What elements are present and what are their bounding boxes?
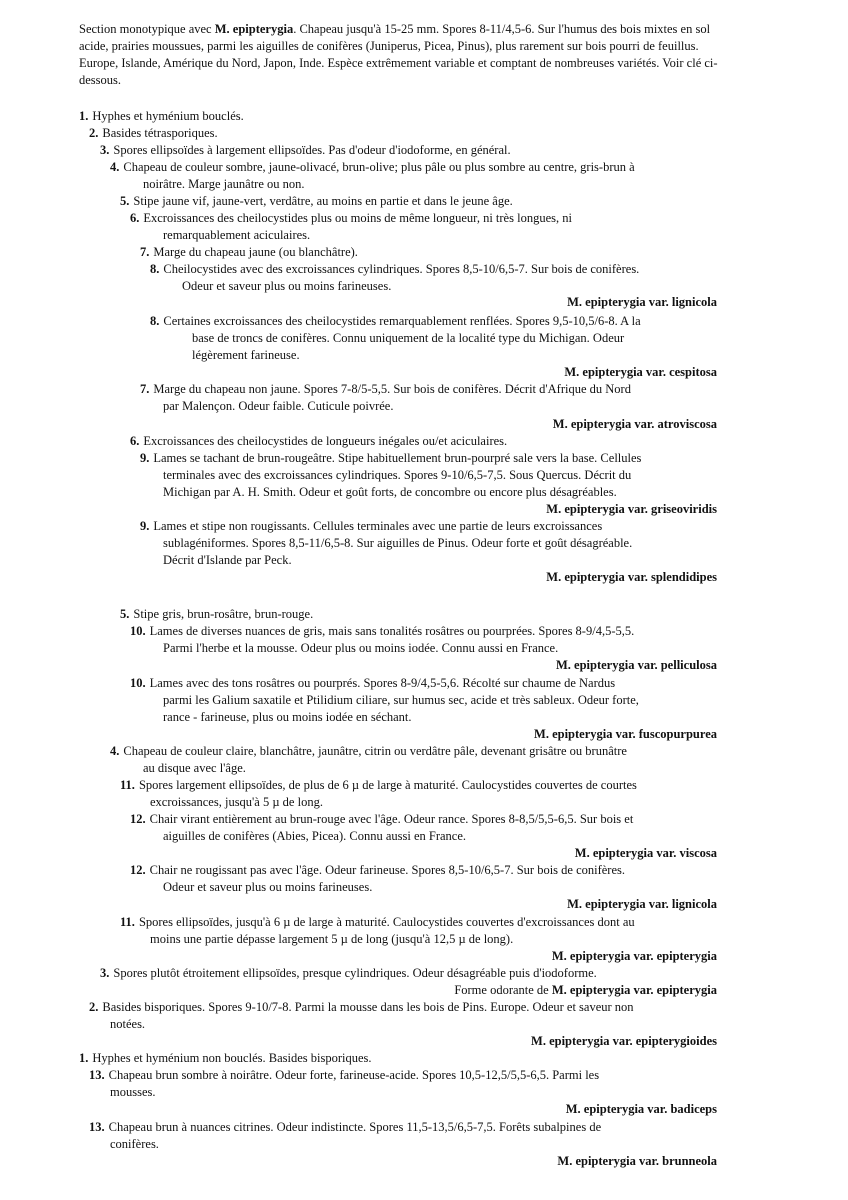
- key-text: Stipe jaune vif, jaune-vert, verdâtre, au moins en partie et dans le jeune âge.: [133, 194, 513, 208]
- key-text: Excroissances des cheilocystides plus ou moins de même longueur, ni très longues, ni: [143, 211, 572, 225]
- key-number: 1.: [79, 1051, 89, 1065]
- key-number: 11.: [120, 778, 135, 792]
- key-text-continuation: Odeur et saveur plus ou moins farineuses.: [182, 279, 392, 293]
- taxon-result-name: M. epipterygia var. splendidipes: [546, 570, 717, 584]
- key-text-continuation: conifères.: [110, 1137, 159, 1151]
- key-entry-line: [130, 210, 572, 227]
- key-text: Stipe gris, brun-rosâtre, brun-rouge.: [133, 607, 314, 621]
- key-entry-line: [150, 261, 639, 278]
- key-entry-line: [130, 811, 633, 828]
- key-entry-line: [130, 675, 615, 692]
- key-text: Basides tétrasporiques.: [102, 126, 218, 140]
- key-number: 6.: [130, 434, 140, 448]
- key-number: 2.: [89, 126, 99, 140]
- key-text-continuation: base de troncs de conifères. Connu uniquement de la localité type du Michigan. Odeur: [192, 331, 625, 345]
- key-entry-line: [140, 450, 641, 467]
- key-entry-line: [120, 914, 635, 931]
- key-number: 4.: [110, 744, 120, 758]
- key-entry-line: [130, 623, 634, 640]
- key-text: Hyphes et hyménium non bouclés. Basides bisporiques.: [92, 1051, 372, 1065]
- taxon-result-name: M. epipterygia var. atroviscosa: [552, 417, 717, 431]
- intro-species: M. epipterygia: [214, 22, 294, 36]
- key-text: Chapeau de couleur claire, blanchâtre, jaunâtre, citrin ou verdâtre pâle, devenant grisâtre ou brunâtre: [123, 744, 627, 758]
- key-entry-line: [140, 244, 358, 261]
- key-text-continuation: mousses.: [110, 1085, 156, 1099]
- key-entry-line: [140, 381, 631, 398]
- taxon-result-name: M. epipterygia var. fuscopurpurea: [534, 727, 717, 741]
- key-text: Lames et stipe non rougissants. Cellules terminales avec une partie de leurs excroissances: [153, 519, 603, 533]
- key-text-continuation: sublagéniformes. Spores 8,5-11/6,5-8. Sur aiguilles de Pinus. Odeur forte et goût désagréable.: [163, 536, 633, 550]
- taxon-result: [531, 1033, 717, 1050]
- taxon-result-name: M. epipterygia var. viscosa: [574, 846, 717, 860]
- key-text: Cheilocystides avec des excroissances cylindriques. Spores 8,5-10/6,5-7. Sur bois de conifères.: [163, 262, 640, 276]
- key-number: 12.: [130, 863, 146, 877]
- key-text-continuation: terminales avec des excroissances cylindriques. Spores 9-10/6,5-7,5. Sous Quercus. Décrit du: [163, 468, 632, 482]
- key-entry-line: [89, 125, 218, 142]
- taxon-result: [454, 982, 717, 999]
- key-entry-line: [130, 862, 625, 879]
- key-text: Spores ellipsoïdes à largement ellipsoïdes. Pas d'odeur d'iodoforme, en général.: [113, 143, 511, 157]
- key-text-continuation: moins une partie dépasse largement 5 µ de long (jusqu'à 12,5 µ de long).: [150, 932, 514, 946]
- key-entry-line: [89, 999, 634, 1016]
- key-text: Certaines excroissances des cheilocystides remarquablement renflées. Spores 9,5-10,5/6-8. A la: [163, 314, 641, 328]
- key-text-continuation: Odeur et saveur plus ou moins farineuses.: [163, 880, 373, 894]
- key-text-continuation: Parmi l'herbe et la mousse. Odeur plus ou moins iodée. Connu aussi en France.: [163, 641, 559, 655]
- key-text: Chapeau de couleur sombre, jaune-olivacé, brun-olive; plus pâle ou plus sombre au centre, gris-brun à: [123, 160, 635, 174]
- key-entry-line: [89, 1119, 601, 1136]
- taxon-result-name: M. epipterygia var. epipterygia: [551, 983, 717, 997]
- taxon-result-name: M. epipterygia var. epipterygia: [551, 949, 717, 963]
- key-text: Chair virant entièrement au brun-rouge avec l'âge. Odeur rance. Spores 8-8,5/5,5-6,5. Sur bois et: [149, 812, 634, 826]
- key-text: Hyphes et hyménium bouclés.: [92, 109, 244, 123]
- key-text: Chapeau brun à nuances citrines. Odeur indistincte. Spores 11,5-13,5/6,5-7,5. Forêts subalpines de: [108, 1120, 602, 1134]
- key-number: 11.: [120, 915, 135, 929]
- key-number: 3.: [100, 143, 110, 157]
- intro-post: . Chapeau jusqu'à 15-25 mm. Spores 8-11/4,5-6. Sur l'humus des bois mixtes en sol acide, prairies moussues, parmi les aiguilles de conifères (Juniperus, Picea, Pinus), plus rarement sur bois pourri de feuillus. Europe, Islande, Amérique du Nord, Japon, Inde. Espèce extrêmement variable et comptant de nombreuses variétés. Voir clé ci-dessous.: [79, 22, 718, 87]
- key-text-continuation: par Malençon. Odeur faible. Cuticule poivrée.: [163, 399, 394, 413]
- taxon-result: [567, 294, 717, 311]
- taxon-result-name: M. epipterygia var. lignicola: [567, 295, 717, 309]
- taxon-result-name: M. epipterygia var. brunneola: [557, 1154, 717, 1168]
- key-entry-line: [89, 1067, 599, 1084]
- key-text-continuation: remarquablement aciculaires.: [163, 228, 311, 242]
- key-entry-line: [120, 777, 637, 794]
- taxon-result: [567, 896, 717, 913]
- taxon-result: [556, 657, 717, 674]
- key-number: 7.: [140, 382, 150, 396]
- key-text-continuation: parmi les Galium saxatile et Ptilidium ciliare, sur humus sec, acide et très sableux. Odeur forte,: [163, 693, 639, 707]
- key-text: Basides bisporiques. Spores 9-10/7-8. Parmi la mousse dans les bois de Pins. Europe. Odeur et saveur non: [102, 1000, 634, 1014]
- key-entry-line: [150, 313, 641, 330]
- taxon-result: [546, 501, 717, 518]
- taxon-result: [553, 416, 717, 433]
- key-text-continuation: au disque avec l'âge.: [143, 761, 246, 775]
- key-number: 13.: [89, 1068, 105, 1082]
- taxon-result-name: M. epipterygia var. cespitosa: [564, 365, 717, 379]
- key-text: Lames avec des tons rosâtres ou pourprés. Spores 8-9/4,5-5,6. Récolté sur chaume de Nardus: [149, 676, 616, 690]
- key-number: 8.: [150, 262, 160, 276]
- key-entry-line: [100, 965, 597, 982]
- key-text: Chapeau brun sombre à noirâtre. Odeur forte, farineuse-acide. Spores 10,5-12,5/5,5-6,5. Parmi les: [108, 1068, 600, 1082]
- key-text: Marge du chapeau jaune (ou blanchâtre).: [153, 245, 358, 259]
- key-text: Spores largement ellipsoïdes, de plus de 6 µ de large à maturité. Caulocystides couvertes de courtes: [138, 778, 637, 792]
- taxon-result: [564, 364, 717, 381]
- taxon-result-name: M. epipterygia var. lignicola: [567, 897, 717, 911]
- key-text-continuation: notées.: [110, 1017, 146, 1031]
- taxon-result: [552, 948, 717, 965]
- key-entry-line: [130, 433, 507, 450]
- taxon-result-name: M. epipterygia var. badiceps: [565, 1102, 717, 1116]
- key-text-continuation: excroissances, jusqu'à 5 µ de long.: [150, 795, 323, 809]
- key-number: 9.: [140, 519, 150, 533]
- key-number: 3.: [100, 966, 110, 980]
- key-text-continuation: rance - farineuse, plus ou moins iodée en séchant.: [163, 710, 412, 724]
- key-number: 5.: [120, 194, 130, 208]
- key-entry-line: [120, 606, 313, 623]
- intro-pre: Section monotypique avec: [79, 22, 215, 36]
- taxon-result-name: M. epipterygia var. pelliculosa: [556, 658, 717, 672]
- key-text: Excroissances des cheilocystides de longueurs inégales ou/et aciculaires.: [143, 434, 508, 448]
- key-entry-line: [140, 518, 602, 535]
- key-number: 6.: [130, 211, 140, 225]
- key-entry-line: [100, 142, 511, 159]
- key-text: Spores plutôt étroitement ellipsoïdes, presque cylindriques. Odeur désagréable puis d'iodoforme.: [113, 966, 597, 980]
- key-number: 13.: [89, 1120, 105, 1134]
- key-number: 10.: [130, 624, 146, 638]
- key-text: Spores ellipsoïdes, jusqu'à 6 µ de large à maturité. Caulocystides couvertes d'excroissances dont au: [138, 915, 635, 929]
- key-entry-line: [110, 159, 635, 176]
- key-text: Lames se tachant de brun-rougeâtre. Stipe habituellement brun-pourpré sale vers la base. Cellules: [153, 451, 642, 465]
- taxon-result-name: M. epipterygia var. griseoviridis: [546, 502, 717, 516]
- taxon-result: [534, 726, 717, 743]
- key-entry-line: [79, 108, 244, 125]
- key-number: 8.: [150, 314, 160, 328]
- taxon-result: [546, 569, 717, 586]
- key-number: 7.: [140, 245, 150, 259]
- taxon-result: [557, 1153, 717, 1170]
- key-text-continuation: Décrit d'Islande par Peck.: [163, 553, 292, 567]
- key-text-continuation: légèrement farineuse.: [192, 348, 300, 362]
- key-number: 4.: [110, 160, 120, 174]
- key-number: 2.: [89, 1000, 99, 1014]
- key-number: 1.: [79, 109, 89, 123]
- key-entry-line: [110, 743, 627, 760]
- key-number: 9.: [140, 451, 150, 465]
- taxon-result: [575, 845, 717, 862]
- taxon-result-name: M. epipterygia var. epipterygioides: [531, 1034, 717, 1048]
- key-text-continuation: aiguilles de conifères (Abies, Picea). Connu aussi en France.: [163, 829, 467, 843]
- key-entry-line: [79, 1050, 372, 1067]
- key-text-continuation: Michigan par A. H. Smith. Odeur et goût forts, de concombre ou encore plus désagréables.: [163, 485, 617, 499]
- key-text: Lames de diverses nuances de gris, mais sans tonalités rosâtres ou pourprées. Spores 8-9/4,5-5,5.: [149, 624, 635, 638]
- key-text: Chair ne rougissant pas avec l'âge. Odeur farineuse. Spores 8,5-10/6,5-7. Sur bois de conifères.: [149, 863, 626, 877]
- key-number: 10.: [130, 676, 146, 690]
- key-entry-line: [120, 193, 513, 210]
- taxon-result-prefix: Forme odorante de: [454, 983, 552, 997]
- intro-paragraph: [79, 21, 739, 89]
- taxon-result: [566, 1101, 717, 1118]
- key-number: 12.: [130, 812, 146, 826]
- key-text: Marge du chapeau non jaune. Spores 7-8/5-5,5. Sur bois de conifères. Décrit d'Afrique du Nord: [153, 382, 631, 396]
- key-number: 5.: [120, 607, 130, 621]
- key-text-continuation: noirâtre. Marge jaunâtre ou non.: [143, 177, 305, 191]
